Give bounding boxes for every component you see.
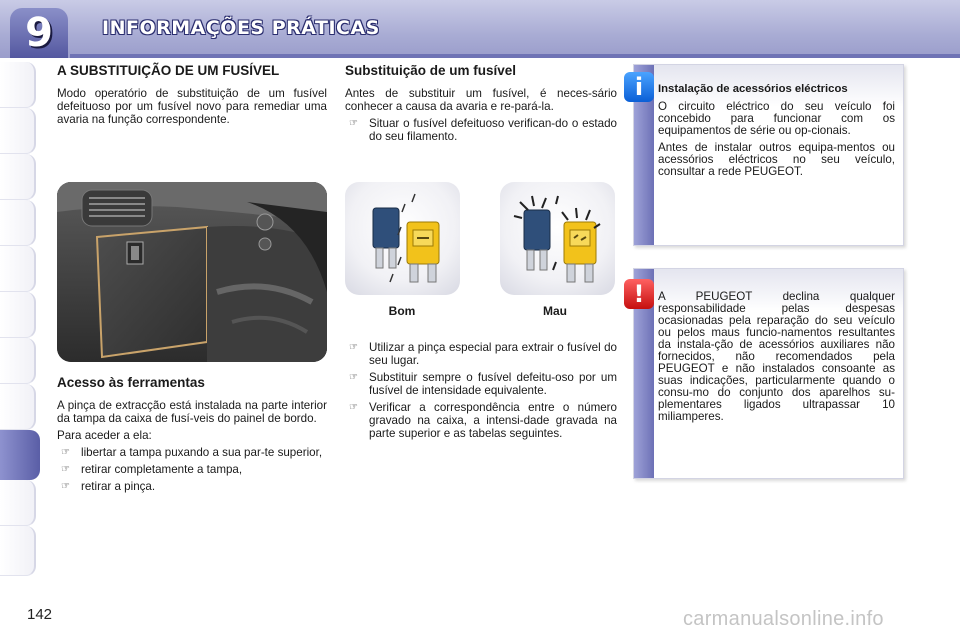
page-number: 142 [27, 606, 53, 623]
pointing-hand-icon: ☞ [349, 342, 358, 353]
chapter-badge [10, 8, 68, 58]
fuse-intro: Antes de substituir um fusível, é neces-sário conhecer a causa da avaria e re-pará-la. [345, 87, 617, 113]
chapter-tab[interactable] [0, 200, 36, 246]
list-item: ☞ Utilizar a pinça especial para extrair o fusível do seu lugar. [349, 341, 617, 367]
chapter-number: 9 [25, 10, 53, 56]
tools-heading: Acesso às ferramentas [57, 375, 205, 390]
warning-box [633, 268, 904, 479]
chapter-tab[interactable] [0, 480, 36, 526]
list-item: ☞ Situar o fusível defeituoso verifican-do o estado do seu filamento. [349, 117, 617, 143]
chapter-tab[interactable] [0, 154, 36, 200]
warning-text: A PEUGEOT declina qualquer responsabilidade pelas despesas ocasionadas pela reparação do seu veículo ou pelos maus funcio-namentos resultantes da instala-ção de acessórios auxiliares não fornecidos, não recomendados pela PEUGEOT e não instalados consoante as suas indicações, particularmente quando o consu-mo do conjunto dos aparelhos su-plementares ligados ultrapassar 10 miliamperes. [658, 290, 895, 423]
info-icon: i [624, 72, 654, 102]
info-box [633, 64, 904, 246]
tools-text: A pinça de extracção está instalada na parte interior da tampa da caixa de fusí-veis do painel de bordo. [57, 399, 327, 425]
chapter-tab[interactable] [0, 338, 36, 384]
caption-bad: Mau [543, 304, 567, 318]
chapter-tab[interactable] [0, 384, 36, 430]
page-title: INFORMAÇÕES PRÁTICAS [102, 17, 380, 39]
pointing-hand-icon: ☞ [349, 118, 358, 129]
fuse-good-image [345, 182, 460, 295]
pointing-hand-icon: ☞ [61, 464, 70, 475]
replacement-steps [345, 341, 617, 440]
chapter-tab[interactable] [0, 292, 36, 338]
intro-text: Modo operatório de substituição de um fusível defeituoso por um fusível novo para remediar uma avaria na função correspondente. [57, 87, 327, 126]
left-column [57, 62, 327, 130]
chapter-tabs [0, 62, 36, 582]
list-item: ☞ retirar completamente a tampa, [61, 463, 243, 476]
chapter-tab[interactable] [0, 108, 36, 154]
watermark: carmanualsonline.info [683, 608, 884, 630]
middle-column [345, 62, 617, 147]
check-steps [345, 117, 617, 143]
tools-lead: Para aceder a ela: [57, 429, 152, 442]
info-box-heading: Instalação de acessórios eléctricos [658, 83, 848, 95]
pointing-hand-icon: ☞ [61, 481, 70, 492]
list-item: ☞ Substituir sempre o fusível defeitu-oso por um fusível de intensidade equivalente. [349, 371, 617, 397]
list-item: ☞ libertar a tampa puxando a sua par-te superior, [61, 446, 323, 459]
section-title: A SUBSTITUIÇÃO DE UM FUSÍVEL [57, 63, 280, 78]
info-box-content [658, 83, 895, 183]
fuse-replacement-heading: Substituição de um fusível [345, 63, 517, 78]
list-item: ☞ retirar a pinça. [61, 480, 156, 493]
replacement-steps-section [345, 341, 617, 444]
info-box-paragraph: O circuito eléctrico do seu veículo foi concebido para funcionar com os equipamentos de série ou op-cionais. [658, 100, 895, 137]
caption-good: Bom [388, 304, 416, 318]
header-divider [70, 54, 960, 58]
warning-box-content [658, 291, 895, 428]
chapter-tab-active[interactable] [0, 430, 40, 480]
warning-icon: ! [624, 279, 654, 309]
pointing-hand-icon: ☞ [61, 447, 70, 458]
chapter-tab[interactable] [0, 246, 36, 292]
chapter-tab[interactable] [0, 62, 36, 108]
chapter-tab[interactable] [0, 526, 36, 576]
dashboard-photo [57, 182, 327, 362]
tools-steps [57, 446, 327, 493]
fuse-bad-image [500, 182, 615, 295]
info-box-paragraph: Antes de instalar outros equipa-mentos ou acessórios eléctricos no seu veículo, consultar a rede PEUGEOT. [658, 141, 895, 178]
tools-section [57, 374, 327, 497]
pointing-hand-icon: ☞ [349, 372, 358, 383]
list-item: ☞ Verificar a correspondência entre o número gravado na caixa, a intensi-dade gravada na parte superior e as tabelas seguintes. [349, 401, 617, 440]
pointing-hand-icon: ☞ [349, 402, 358, 413]
